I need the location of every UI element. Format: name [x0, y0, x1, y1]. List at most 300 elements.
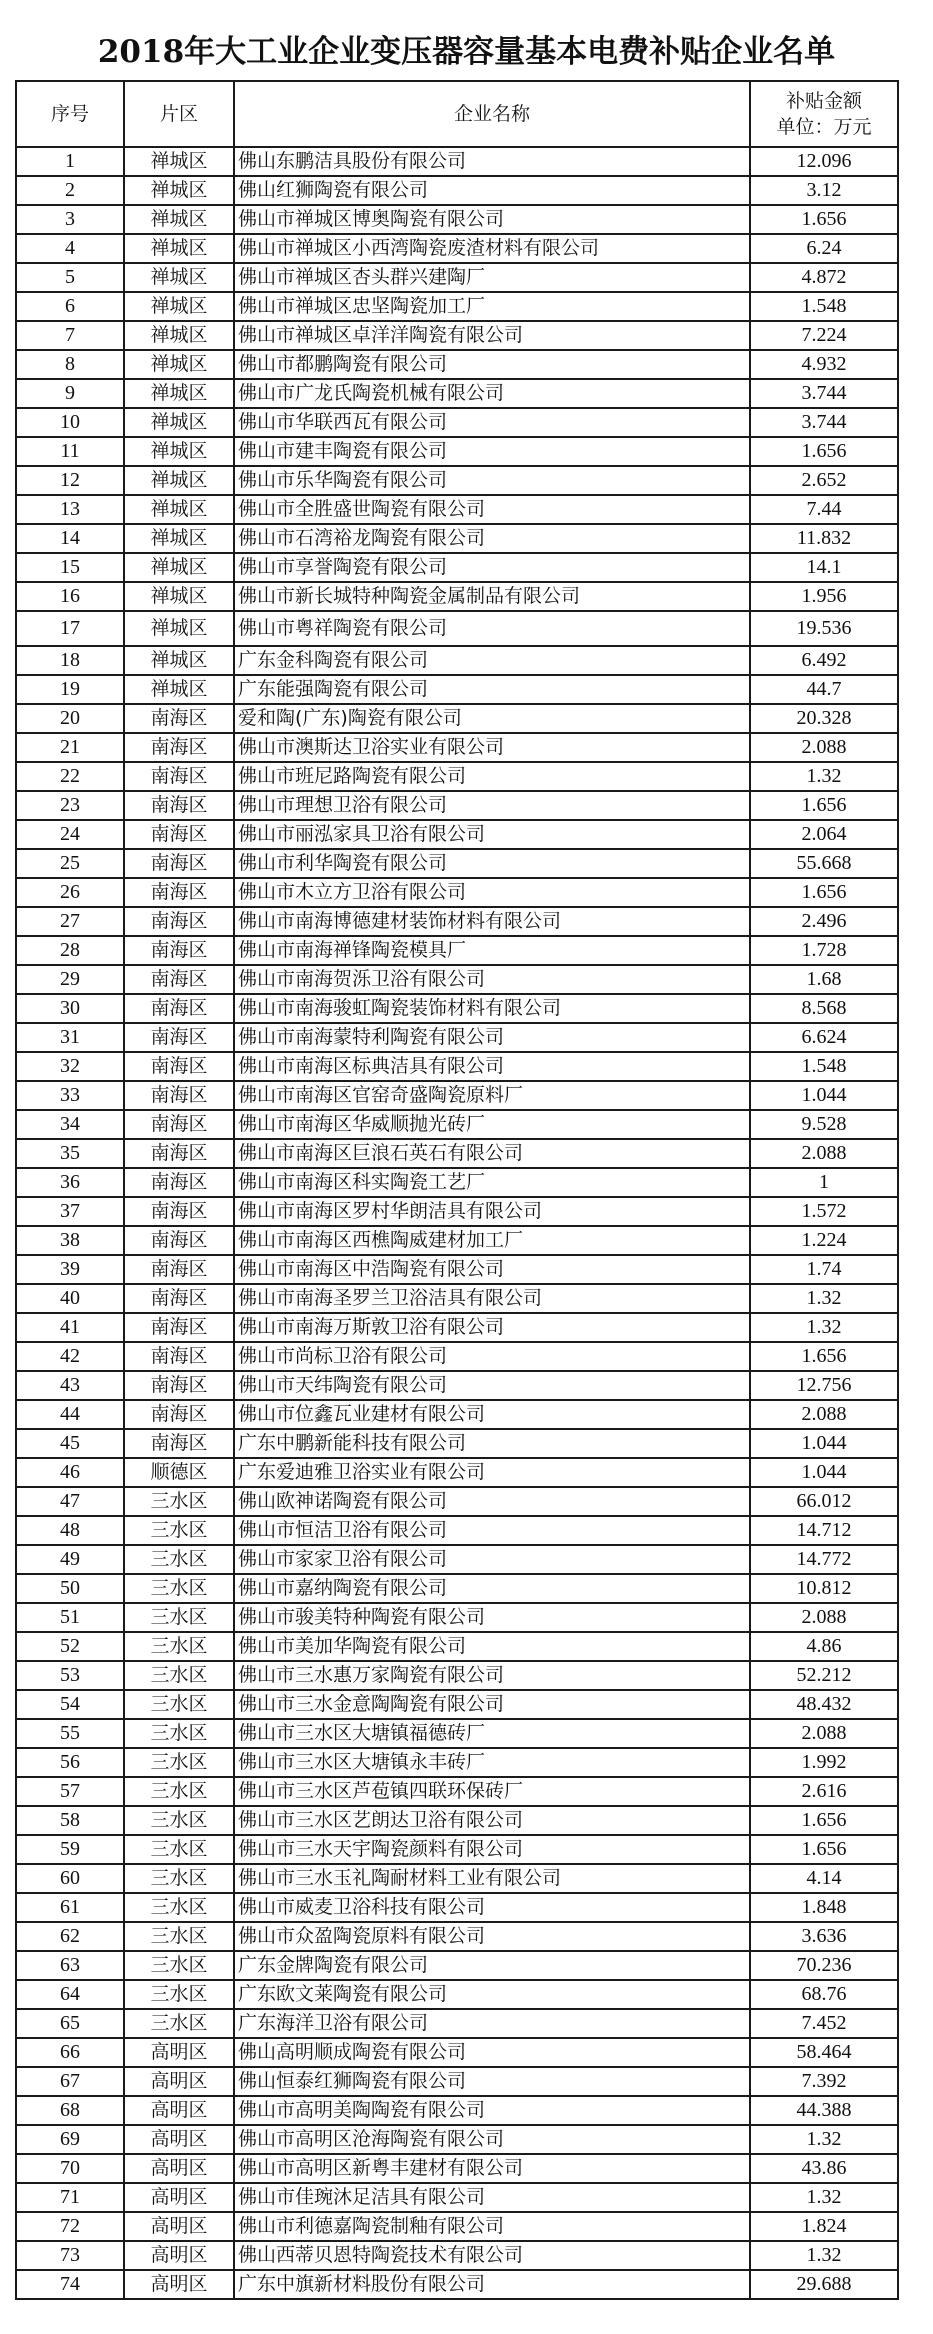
row-amount: 14.772 [750, 1545, 898, 1574]
row-company: 佛山市南海区官窑奇盛陶瓷原料厂 [234, 1081, 750, 1110]
row-company: 佛山高明顺成陶瓷有限公司 [234, 2038, 750, 2067]
row-amount: 1 [750, 1168, 898, 1197]
row-amount: 1.68 [750, 965, 898, 994]
row-area: 三水区 [124, 1690, 234, 1719]
row-area: 南海区 [124, 1313, 234, 1342]
row-index: 23 [16, 791, 124, 820]
row-index: 49 [16, 1545, 124, 1574]
row-area: 三水区 [124, 1835, 234, 1864]
row-area: 禅城区 [124, 321, 234, 350]
row-amount: 3.12 [750, 176, 898, 205]
row-index: 9 [16, 379, 124, 408]
row-amount: 2.064 [750, 820, 898, 849]
row-index: 60 [16, 1864, 124, 1893]
header-amount-line2: 单位：万元 [776, 116, 872, 138]
page-title: 2018年大工业企业变压器容量基本电费补贴企业名单 [97, 34, 836, 70]
table-row [16, 553, 898, 582]
row-index: 35 [16, 1139, 124, 1168]
table-row [16, 2270, 898, 2299]
row-company: 佛山市高明区沧海陶瓷有限公司 [234, 2125, 750, 2154]
row-amount: 14.712 [750, 1516, 898, 1545]
row-area: 禅城区 [124, 466, 234, 495]
row-index: 11 [16, 437, 124, 466]
row-area: 三水区 [124, 1748, 234, 1777]
row-company: 佛山市都鹏陶瓷有限公司 [234, 350, 750, 379]
table-row [16, 907, 898, 936]
row-index: 68 [16, 2096, 124, 2125]
row-amount: 4.86 [750, 1632, 898, 1661]
row-area: 南海区 [124, 1371, 234, 1400]
row-index: 48 [16, 1516, 124, 1545]
row-index: 67 [16, 2067, 124, 2096]
row-area: 高明区 [124, 2270, 234, 2299]
row-amount: 1.044 [750, 1081, 898, 1110]
row-index: 4 [16, 234, 124, 263]
table-row [16, 2183, 898, 2212]
table-row [16, 2038, 898, 2067]
table-row [16, 1516, 898, 1545]
row-amount: 1.656 [750, 791, 898, 820]
row-area: 禅城区 [124, 553, 234, 582]
row-amount: 70.236 [750, 1951, 898, 1980]
row-index: 73 [16, 2241, 124, 2270]
row-amount: 6.24 [750, 234, 898, 263]
row-amount: 12.756 [750, 1371, 898, 1400]
row-area: 禅城区 [124, 147, 234, 176]
table-row [16, 611, 898, 646]
row-area: 南海区 [124, 1081, 234, 1110]
row-amount: 1.32 [750, 2241, 898, 2270]
row-amount: 1.824 [750, 2212, 898, 2241]
row-area: 南海区 [124, 1429, 234, 1458]
row-index: 39 [16, 1255, 124, 1284]
table-row [16, 1284, 898, 1313]
table-row [16, 321, 898, 350]
row-amount: 58.464 [750, 2038, 898, 2067]
row-company: 佛山市南海区标典洁具有限公司 [234, 1052, 750, 1081]
row-index: 37 [16, 1197, 124, 1226]
row-area: 三水区 [124, 1516, 234, 1545]
row-area: 禅城区 [124, 524, 234, 553]
row-company: 佛山市禅城区卓洋洋陶瓷有限公司 [234, 321, 750, 350]
table-header-row [16, 81, 898, 147]
header-amount [750, 81, 898, 147]
table-row [16, 2067, 898, 2096]
row-area: 禅城区 [124, 205, 234, 234]
row-company: 佛山市天纬陶瓷有限公司 [234, 1371, 750, 1400]
row-area: 三水区 [124, 1632, 234, 1661]
row-company: 佛山市享誉陶瓷有限公司 [234, 553, 750, 582]
table-row [16, 733, 898, 762]
row-area: 三水区 [124, 2009, 234, 2038]
table-row [16, 1023, 898, 1052]
row-index: 33 [16, 1081, 124, 1110]
row-area: 南海区 [124, 965, 234, 994]
table-row [16, 1545, 898, 1574]
row-company: 佛山市三水区大塘镇福德砖厂 [234, 1719, 750, 1748]
table-row [16, 1748, 898, 1777]
row-area: 南海区 [124, 1197, 234, 1226]
row-area: 三水区 [124, 1864, 234, 1893]
row-amount: 1.32 [750, 2125, 898, 2154]
row-amount: 1.956 [750, 582, 898, 611]
row-company: 广东爱迪雅卫浴实业有限公司 [234, 1458, 750, 1487]
row-index: 59 [16, 1835, 124, 1864]
row-company: 佛山市乐华陶瓷有限公司 [234, 466, 750, 495]
row-index: 69 [16, 2125, 124, 2154]
row-amount: 6.624 [750, 1023, 898, 1052]
row-company: 佛山市南海博德建材装饰材料有限公司 [234, 907, 750, 936]
row-index: 71 [16, 2183, 124, 2212]
row-company: 佛山东鹏洁具股份有限公司 [234, 147, 750, 176]
row-index: 15 [16, 553, 124, 582]
row-amount: 1.044 [750, 1458, 898, 1487]
row-amount: 48.432 [750, 1690, 898, 1719]
row-index: 10 [16, 408, 124, 437]
row-index: 42 [16, 1342, 124, 1371]
table-row [16, 1603, 898, 1632]
row-company: 佛山市佳琬沐足洁具有限公司 [234, 2183, 750, 2212]
row-index: 8 [16, 350, 124, 379]
row-company: 佛山市三水金意陶陶瓷有限公司 [234, 1690, 750, 1719]
row-company: 佛山市南海万斯敦卫浴有限公司 [234, 1313, 750, 1342]
row-company: 广东中旗新材料股份有限公司 [234, 2270, 750, 2299]
row-index: 41 [16, 1313, 124, 1342]
row-index: 74 [16, 2270, 124, 2299]
row-area: 高明区 [124, 2154, 234, 2183]
table-row [16, 2009, 898, 2038]
row-area: 三水区 [124, 1574, 234, 1603]
row-area: 顺德区 [124, 1458, 234, 1487]
row-company: 佛山恒泰红狮陶瓷有限公司 [234, 2067, 750, 2096]
table-row [16, 1313, 898, 1342]
row-index: 54 [16, 1690, 124, 1719]
row-index: 14 [16, 524, 124, 553]
table-row [16, 1922, 898, 1951]
row-company: 佛山市恒洁卫浴有限公司 [234, 1516, 750, 1545]
table-row [16, 1806, 898, 1835]
row-company: 佛山市三水区芦苞镇四联环保砖厂 [234, 1777, 750, 1806]
row-area: 三水区 [124, 1545, 234, 1574]
row-amount: 19.536 [750, 611, 898, 646]
row-amount: 1.224 [750, 1226, 898, 1255]
row-company: 佛山红狮陶瓷有限公司 [234, 176, 750, 205]
table-row [16, 1719, 898, 1748]
row-area: 高明区 [124, 2241, 234, 2270]
table-row [16, 1835, 898, 1864]
row-area: 禅城区 [124, 263, 234, 292]
table-row [16, 1139, 898, 1168]
row-area: 南海区 [124, 907, 234, 936]
row-index: 29 [16, 965, 124, 994]
table-row [16, 936, 898, 965]
row-index: 40 [16, 1284, 124, 1313]
row-area: 禅城区 [124, 582, 234, 611]
row-index: 19 [16, 675, 124, 704]
row-area: 南海区 [124, 1284, 234, 1313]
table-row [16, 1777, 898, 1806]
row-company: 佛山市南海贺泺卫浴有限公司 [234, 965, 750, 994]
row-amount: 2.088 [750, 1603, 898, 1632]
row-amount: 2.088 [750, 733, 898, 762]
row-amount: 3.636 [750, 1922, 898, 1951]
row-amount: 66.012 [750, 1487, 898, 1516]
row-amount: 4.932 [750, 350, 898, 379]
row-index: 56 [16, 1748, 124, 1777]
row-amount: 1.548 [750, 292, 898, 321]
row-amount: 1.656 [750, 1342, 898, 1371]
row-area: 高明区 [124, 2125, 234, 2154]
table-row [16, 1052, 898, 1081]
row-company: 佛山市南海区华威顺抛光砖厂 [234, 1110, 750, 1139]
table-row [16, 1081, 898, 1110]
row-index: 44 [16, 1400, 124, 1429]
row-company: 佛山市南海圣罗兰卫浴洁具有限公司 [234, 1284, 750, 1313]
table-row [16, 234, 898, 263]
row-amount: 1.656 [750, 1806, 898, 1835]
row-amount: 1.548 [750, 1052, 898, 1081]
row-amount: 7.392 [750, 2067, 898, 2096]
table-row [16, 1168, 898, 1197]
row-company: 佛山市南海区科实陶瓷工艺厂 [234, 1168, 750, 1197]
row-company: 佛山市南海区中浩陶瓷有限公司 [234, 1255, 750, 1284]
row-amount: 7.452 [750, 2009, 898, 2038]
row-amount: 1.656 [750, 1835, 898, 1864]
row-amount: 9.528 [750, 1110, 898, 1139]
row-company: 佛山市木立方卫浴有限公司 [234, 878, 750, 907]
table-row [16, 2154, 898, 2183]
row-index: 26 [16, 878, 124, 907]
row-index: 13 [16, 495, 124, 524]
row-company: 佛山市骏美特种陶瓷有限公司 [234, 1603, 750, 1632]
table-row [16, 1371, 898, 1400]
row-amount: 1.848 [750, 1893, 898, 1922]
row-amount: 4.14 [750, 1864, 898, 1893]
row-index: 57 [16, 1777, 124, 1806]
table-row [16, 582, 898, 611]
table-row [16, 524, 898, 553]
row-amount: 1.74 [750, 1255, 898, 1284]
table-row [16, 1893, 898, 1922]
row-amount: 68.76 [750, 1980, 898, 2009]
row-area: 三水区 [124, 1806, 234, 1835]
table-body [16, 147, 898, 2299]
table-row [16, 646, 898, 675]
row-company: 佛山市家家卫浴有限公司 [234, 1545, 750, 1574]
row-area: 南海区 [124, 791, 234, 820]
row-amount: 1.728 [750, 936, 898, 965]
header-index: 序号 [16, 81, 124, 147]
row-area: 南海区 [124, 1023, 234, 1052]
row-area: 禅城区 [124, 646, 234, 675]
row-index: 72 [16, 2212, 124, 2241]
row-index: 21 [16, 733, 124, 762]
row-area: 三水区 [124, 1951, 234, 1980]
row-company: 佛山市禅城区博奥陶瓷有限公司 [234, 205, 750, 234]
row-amount: 8.568 [750, 994, 898, 1023]
row-index: 70 [16, 2154, 124, 2183]
row-company: 佛山市丽泓家具卫浴有限公司 [234, 820, 750, 849]
header-company: 企业名称 [234, 81, 750, 147]
table-row [16, 176, 898, 205]
row-area: 南海区 [124, 849, 234, 878]
table-row [16, 965, 898, 994]
row-company: 佛山欧神诺陶瓷有限公司 [234, 1487, 750, 1516]
table-row [16, 2096, 898, 2125]
row-index: 25 [16, 849, 124, 878]
row-index: 50 [16, 1574, 124, 1603]
row-area: 禅城区 [124, 437, 234, 466]
table-row [16, 408, 898, 437]
row-company: 佛山市高明美陶陶瓷有限公司 [234, 2096, 750, 2125]
row-company: 广东金牌陶瓷有限公司 [234, 1951, 750, 1980]
row-area: 高明区 [124, 2212, 234, 2241]
table-row [16, 379, 898, 408]
row-area: 高明区 [124, 2038, 234, 2067]
table-row [16, 2241, 898, 2270]
row-area: 南海区 [124, 994, 234, 1023]
row-index: 17 [16, 611, 124, 646]
row-index: 1 [16, 147, 124, 176]
row-company: 佛山市南海区西樵陶威建材加工厂 [234, 1226, 750, 1255]
row-company: 佛山市建丰陶瓷有限公司 [234, 437, 750, 466]
row-area: 高明区 [124, 2096, 234, 2125]
row-amount: 10.812 [750, 1574, 898, 1603]
row-area: 三水区 [124, 1980, 234, 2009]
row-area: 南海区 [124, 1400, 234, 1429]
row-area: 三水区 [124, 1661, 234, 1690]
row-amount: 44.388 [750, 2096, 898, 2125]
table-row [16, 878, 898, 907]
table-row [16, 495, 898, 524]
table-row [16, 350, 898, 379]
row-index: 62 [16, 1922, 124, 1951]
row-amount: 2.616 [750, 1777, 898, 1806]
row-index: 47 [16, 1487, 124, 1516]
table-row [16, 1226, 898, 1255]
table-row [16, 1632, 898, 1661]
row-amount: 2.496 [750, 907, 898, 936]
row-area: 三水区 [124, 1922, 234, 1951]
row-amount: 1.992 [750, 1748, 898, 1777]
row-amount: 1.572 [750, 1197, 898, 1226]
row-index: 30 [16, 994, 124, 1023]
row-company: 佛山市威麦卫浴科技有限公司 [234, 1893, 750, 1922]
table-row [16, 1864, 898, 1893]
row-amount: 20.328 [750, 704, 898, 733]
row-area: 禅城区 [124, 675, 234, 704]
table-row [16, 762, 898, 791]
row-company: 广东中鹏新能科技有限公司 [234, 1429, 750, 1458]
row-amount: 7.224 [750, 321, 898, 350]
row-index: 20 [16, 704, 124, 733]
row-index: 58 [16, 1806, 124, 1835]
row-index: 65 [16, 2009, 124, 2038]
row-index: 28 [16, 936, 124, 965]
row-index: 6 [16, 292, 124, 321]
table-row [16, 2125, 898, 2154]
row-index: 38 [16, 1226, 124, 1255]
row-company: 佛山市南海区罗村华朗洁具有限公司 [234, 1197, 750, 1226]
row-amount: 1.656 [750, 205, 898, 234]
row-company: 佛山市理想卫浴有限公司 [234, 791, 750, 820]
row-area: 南海区 [124, 878, 234, 907]
row-area: 南海区 [124, 1168, 234, 1197]
row-index: 63 [16, 1951, 124, 1980]
row-company: 佛山市南海骏虹陶瓷装饰材料有限公司 [234, 994, 750, 1023]
row-area: 禅城区 [124, 234, 234, 263]
row-area: 南海区 [124, 1052, 234, 1081]
row-company: 佛山市三水惠万家陶瓷有限公司 [234, 1661, 750, 1690]
table-row [16, 292, 898, 321]
row-amount: 44.7 [750, 675, 898, 704]
row-company: 佛山市新长城特种陶瓷金属制品有限公司 [234, 582, 750, 611]
row-amount: 7.44 [750, 495, 898, 524]
row-area: 三水区 [124, 1603, 234, 1632]
row-company: 佛山市三水玉礼陶耐材料工业有限公司 [234, 1864, 750, 1893]
row-area: 禅城区 [124, 408, 234, 437]
row-area: 禅城区 [124, 176, 234, 205]
row-index: 46 [16, 1458, 124, 1487]
row-index: 16 [16, 582, 124, 611]
table-row [16, 791, 898, 820]
row-index: 55 [16, 1719, 124, 1748]
row-index: 32 [16, 1052, 124, 1081]
subsidy-table [15, 80, 899, 2300]
row-index: 27 [16, 907, 124, 936]
row-company: 佛山市三水天宇陶瓷颜料有限公司 [234, 1835, 750, 1864]
row-index: 3 [16, 205, 124, 234]
row-index: 34 [16, 1110, 124, 1139]
row-area: 禅城区 [124, 350, 234, 379]
row-amount: 52.212 [750, 1661, 898, 1690]
row-company: 佛山市利华陶瓷有限公司 [234, 849, 750, 878]
row-index: 2 [16, 176, 124, 205]
row-index: 53 [16, 1661, 124, 1690]
table-row [16, 1110, 898, 1139]
row-company: 佛山市澳斯达卫浴实业有限公司 [234, 733, 750, 762]
row-company: 佛山市粤祥陶瓷有限公司 [234, 611, 750, 646]
header-amount-line1: 补贴金额 [785, 90, 862, 112]
row-area: 南海区 [124, 733, 234, 762]
row-amount: 1.656 [750, 878, 898, 907]
row-amount: 1.32 [750, 1284, 898, 1313]
table-row [16, 820, 898, 849]
row-company: 佛山市尚标卫浴有限公司 [234, 1342, 750, 1371]
row-amount: 14.1 [750, 553, 898, 582]
row-amount: 29.688 [750, 2270, 898, 2299]
table-row [16, 1255, 898, 1284]
row-amount: 1.32 [750, 2183, 898, 2212]
table-row [16, 1458, 898, 1487]
row-index: 61 [16, 1893, 124, 1922]
table-row [16, 205, 898, 234]
row-area: 高明区 [124, 2067, 234, 2096]
row-company: 佛山市华联西瓦有限公司 [234, 408, 750, 437]
row-index: 24 [16, 820, 124, 849]
row-company: 佛山市禅城区忠坚陶瓷加工厂 [234, 292, 750, 321]
row-area: 南海区 [124, 1139, 234, 1168]
row-index: 22 [16, 762, 124, 791]
row-company: 佛山市三水区艺朗达卫浴有限公司 [234, 1806, 750, 1835]
table-row [16, 675, 898, 704]
table-row [16, 466, 898, 495]
row-area: 三水区 [124, 1777, 234, 1806]
row-company: 佛山市禅城区小西湾陶瓷废渣材料有限公司 [234, 234, 750, 263]
row-company: 佛山市位鑫瓦业建材有限公司 [234, 1400, 750, 1429]
row-area: 南海区 [124, 762, 234, 791]
table-row [16, 1661, 898, 1690]
